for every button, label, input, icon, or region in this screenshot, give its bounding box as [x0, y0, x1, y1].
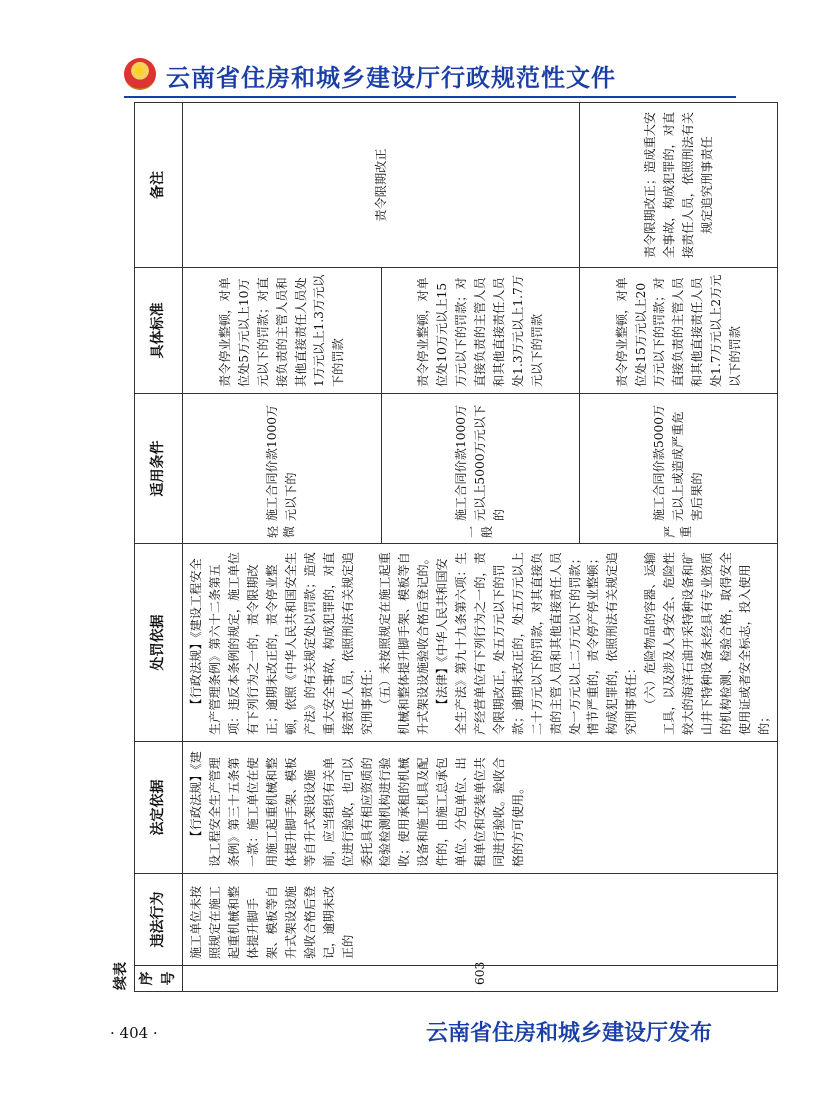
tier-level: 一般 [464, 526, 495, 539]
standard-cell [580, 268, 778, 394]
col-header-no: 序号 [135, 966, 183, 992]
document-header [96, 48, 736, 98]
tier-condition: 施工合同价款5000万元以上或造成严重危害后果的 [652, 404, 705, 522]
col-header-penalty-basis: 处罚依据 [135, 544, 183, 742]
tier-standard: 责令停业整顿，对单位处5万元以上10万元以下的罚款；对直接负责的主管人员和其他直接责任人员处1万元以上1.3万元以下的罚款 [217, 274, 346, 387]
tier-condition: 施工合同价款1000万元以上5000万元以下的 [454, 404, 506, 522]
note-cell [183, 103, 580, 268]
penalty-basis-cell [183, 544, 778, 742]
standard-cell [381, 268, 579, 394]
table-row [183, 103, 381, 992]
table-header-row [135, 103, 183, 992]
condition-cell [381, 394, 579, 544]
note-cell [580, 103, 778, 268]
col-header-standard: 具体标准 [135, 268, 183, 394]
tier-standard: 责令停业整顿，对单位处10万元以上15万元以下的罚款；对直接负责的主管人员和其他直接责任人员处1.3万元以上1.7万元以下的罚款 [416, 275, 544, 387]
header-divider [124, 96, 736, 98]
tier-condition: 施工合同价款1000万元以下的 [265, 404, 299, 522]
tier-standard: 责令停业整顿，对单位处15万元以上20万元以下的罚款；对直接负责的主管人员和其他直接责任人员处1.7万元以上2万元以下的罚款 [614, 274, 743, 387]
row-number: 603 [183, 966, 778, 992]
col-header-violation: 违法行为 [135, 874, 183, 966]
legal-basis-text: 【行政法规】《建设工程安全生产管理条例》第三十五条第一款：施工单位在使用施工起重机械和整体提升脚手架、模板等自升式架设设施前，应当组织有关单位进行验收，也可以委托具有相应资质的检验检测机构进行验收；使用承租的机械设备和施工机具及配件的，由施工总承包单位、分包单位、出租单位和安装单位共同进行验收。验收合格的方可使用。 [189, 751, 525, 867]
penalty-basis-para: （五）未按照规定在施工起重机械和整体提升脚手架、模板等自升式架设设施验收合格后登记的。 [378, 552, 431, 735]
tier-note: 责令限期改正 [373, 148, 388, 222]
rotated-table-area [108, 102, 771, 992]
condition-cell [580, 394, 778, 544]
tier-level: 轻微 [266, 526, 297, 539]
condition-cell [183, 394, 381, 544]
penalty-basis-para: （六）危险物品的容器、运输工具，以及涉及人身安全、危险性较大的海洋石油开采特种设备和矿山井下特种设备未经具有专业资质的机构检测、检验合格，取得安全使用证或者安全标志，投入使用的； [643, 552, 771, 735]
continuation-label: 续表 [113, 962, 129, 990]
table-sheet [108, 102, 771, 992]
violation-text: 施工单位未按照规定在施工起重机械和整体提升脚手架、模板等自升式架设设施验收合格后登记，逾期未改正的 [189, 885, 355, 959]
tier-note: 责令限期改正；造成重大安全事故，构成犯罪的，对直接责任人员，依照刑法有关规定追究刑事责任 [642, 111, 714, 259]
tier-level: 严重 [663, 526, 693, 539]
col-header-legal-basis: 法定依据 [135, 742, 183, 874]
penalty-basis-para: 【法律】《中华人民共和国安全生产法》第九十九条第六项：生产经营单位有下列行为之一的，责令限期改正，处五万元以下的罚款；逾期未改正的，处五万元以上二十万元以下的罚款，对其直接负责的主管人员和其他直接责任人员处一万元以上二万元以下的罚款；情节严重的，责令停产停业整顿；构成犯罪的，依照刑法有关规定追究刑事责任： [435, 552, 639, 735]
header-title: 云南省住房和城乡建设厅行政规范性文件 [166, 64, 616, 92]
footer-publisher: 云南省住房和城乡建设厅发布 [425, 1021, 712, 1046]
col-header-condition: 适用条件 [135, 394, 183, 544]
violation-cell [183, 874, 778, 966]
col-header-note: 备注 [135, 103, 183, 268]
penalty-basis-para: 【行政法规】《建设工程安全生产管理条例》第六十二条第五项：违反本条例的规定，施工单位有下列行为之一的，责令限期改正；逾期未改正的，责令停业整顿，依照《中华人民共和国安全生产法》的有关规定处以罚款；造成重大安全事故，构成犯罪的，对直接责任人员，依照刑法有关规定追究刑事责任： [189, 552, 374, 735]
legal-basis-cell [183, 742, 778, 874]
page-number: · 404 · [110, 1024, 158, 1042]
national-emblem-icon [124, 58, 156, 90]
penalty-table [134, 102, 778, 992]
standard-cell [183, 268, 381, 394]
